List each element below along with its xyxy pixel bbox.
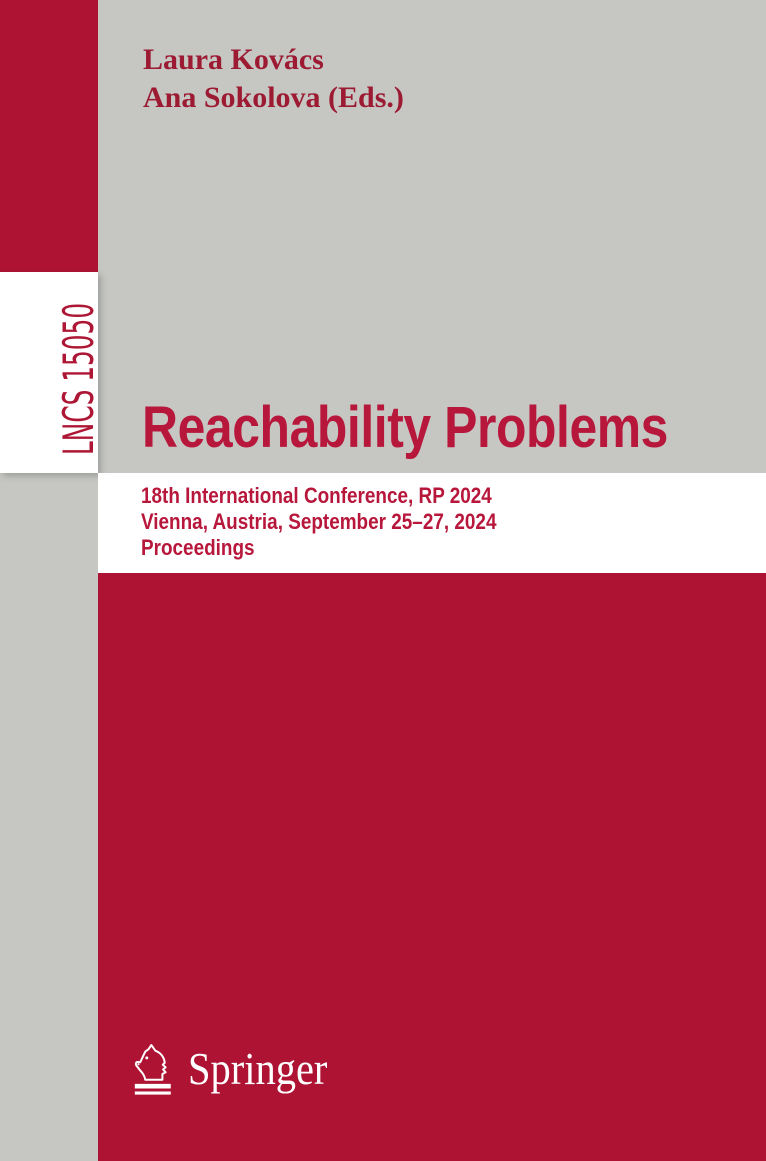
editor-line: Laura Kovács — [143, 43, 324, 76]
publisher-name: Springer — [188, 1043, 328, 1094]
subtitle-line: 18th International Conference, RP 2024 — [141, 483, 492, 508]
springer-horse-icon — [134, 1043, 172, 1095]
series-panel — [0, 272, 103, 473]
subtitle — [98, 473, 766, 561]
editors — [143, 41, 404, 117]
top-left-red-block — [0, 0, 98, 272]
series-label: LNCS 15050 — [54, 302, 103, 455]
publisher-logo — [134, 1043, 434, 1105]
subtitle-line: Vienna, Austria, September 25–27, 2024 — [141, 509, 497, 534]
subtitle-band — [98, 473, 766, 573]
bottom-red-panel — [98, 573, 766, 1161]
editor-line: Ana Sokolova (Eds.) — [143, 81, 404, 114]
subtitle-line: Proceedings — [141, 535, 255, 560]
book-title: Reachability Problems — [142, 395, 668, 460]
